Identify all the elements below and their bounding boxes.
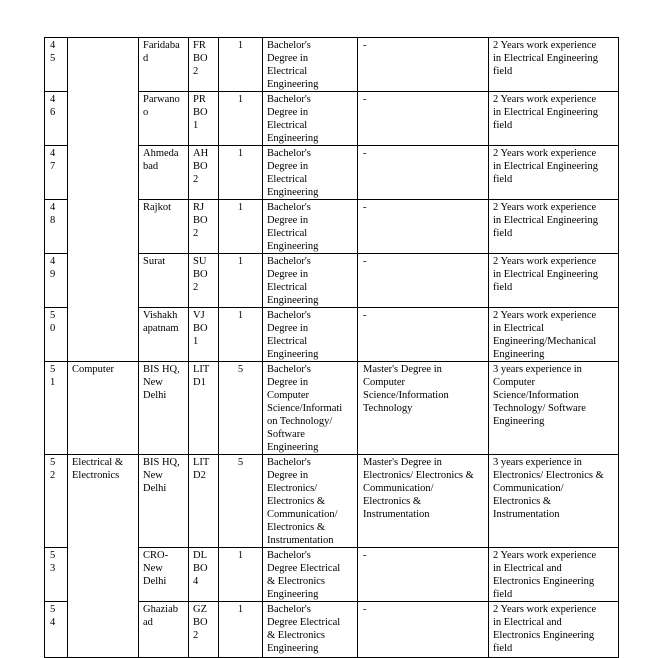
essential-qualification-cell: Bachelor's Degree in Electrical Engineering — [263, 254, 358, 308]
qualification-table — [44, 37, 619, 658]
post-code-cell: RJ BO 2 — [189, 200, 219, 254]
experience-cell: 2 Years work experience in Electrical Engineering field — [489, 254, 619, 308]
desirable-qualification-cell: Master's Degree in Electronics/ Electronics & Communication/ Electronics & Instrumentation — [358, 455, 489, 548]
table-row — [45, 38, 619, 92]
experience-cell: 2 Years work experience in Electrical Engineering field — [489, 38, 619, 92]
desirable-qualification-cell: - — [358, 254, 489, 308]
serial-number-cell: 5 0 — [45, 308, 68, 362]
number-of-posts-cell: 1 — [219, 308, 263, 362]
number-of-posts-cell: 5 — [219, 362, 263, 455]
discipline-cell: Computer — [68, 362, 139, 455]
serial-number-cell: 5 3 — [45, 548, 68, 602]
number-of-posts-cell: 1 — [219, 602, 263, 658]
location-cell: Parwano o — [139, 92, 189, 146]
location-cell: Ghaziab ad — [139, 602, 189, 658]
desirable-qualification-cell: - — [358, 92, 489, 146]
post-code-cell: LIT D1 — [189, 362, 219, 455]
experience-cell: 3 years experience in Computer Science/Information Technology/ Software Engineering — [489, 362, 619, 455]
post-code-cell: AH BO 2 — [189, 146, 219, 200]
number-of-posts-cell: 5 — [219, 455, 263, 548]
serial-number-cell: 4 6 — [45, 92, 68, 146]
location-cell: Faridaba d — [139, 38, 189, 92]
post-code-cell: SU BO 2 — [189, 254, 219, 308]
desirable-qualification-cell: - — [358, 602, 489, 658]
location-cell: BIS HQ, New Delhi — [139, 455, 189, 548]
location-cell: Vishakh apatnam — [139, 308, 189, 362]
essential-qualification-cell: Bachelor's Degree in Electrical Engineering — [263, 38, 358, 92]
serial-number-cell: 5 2 — [45, 455, 68, 548]
essential-qualification-cell: Bachelor's Degree Electrical & Electronics Engineering — [263, 548, 358, 602]
number-of-posts-cell: 1 — [219, 254, 263, 308]
serial-number-cell: 4 5 — [45, 38, 68, 92]
essential-qualification-cell: Bachelor's Degree in Electronics/ Electronics & Communication/ Electronics & Instrumentation — [263, 455, 358, 548]
location-cell: BIS HQ, New Delhi — [139, 362, 189, 455]
serial-number-cell: 5 4 — [45, 602, 68, 658]
discipline-cell: Electrical & Electronics — [68, 455, 139, 658]
number-of-posts-cell: 1 — [219, 548, 263, 602]
desirable-qualification-cell: - — [358, 38, 489, 92]
table-row — [45, 455, 619, 548]
experience-cell: 2 Years work experience in Electrical Engineering/Mechanical Engineering — [489, 308, 619, 362]
desirable-qualification-cell: Master's Degree in Computer Science/Information Technology — [358, 362, 489, 455]
location-cell: Rajkot — [139, 200, 189, 254]
experience-cell: 2 Years work experience in Electrical Engineering field — [489, 146, 619, 200]
number-of-posts-cell: 1 — [219, 146, 263, 200]
serial-number-cell: 4 7 — [45, 146, 68, 200]
experience-cell: 2 Years work experience in Electrical and Electronics Engineering field — [489, 548, 619, 602]
experience-cell: 2 Years work experience in Electrical and Electronics Engineering field — [489, 602, 619, 658]
post-code-cell: FR BO 2 — [189, 38, 219, 92]
experience-cell: 2 Years work experience in Electrical Engineering field — [489, 200, 619, 254]
experience-cell: 3 years experience in Electronics/ Electronics & Communication/ Electronics & Instrumentation — [489, 455, 619, 548]
number-of-posts-cell: 1 — [219, 200, 263, 254]
essential-qualification-cell: Bachelor's Degree in Electrical Engineering — [263, 200, 358, 254]
post-code-cell: VJ BO 1 — [189, 308, 219, 362]
essential-qualification-cell: Bachelor's Degree in Computer Science/Informati on Technology/ Software Engineering — [263, 362, 358, 455]
desirable-qualification-cell: - — [358, 308, 489, 362]
post-code-cell: GZ BO 2 — [189, 602, 219, 658]
post-code-cell: LIT D2 — [189, 455, 219, 548]
discipline-cell — [68, 38, 139, 362]
essential-qualification-cell: Bachelor's Degree Electrical & Electronics Engineering — [263, 602, 358, 658]
number-of-posts-cell: 1 — [219, 92, 263, 146]
serial-number-cell: 4 8 — [45, 200, 68, 254]
experience-cell: 2 Years work experience in Electrical Engineering field — [489, 92, 619, 146]
table-body — [45, 38, 619, 658]
serial-number-cell: 5 1 — [45, 362, 68, 455]
post-code-cell: DL BO 4 — [189, 548, 219, 602]
location-cell: Ahmeda bad — [139, 146, 189, 200]
desirable-qualification-cell: - — [358, 548, 489, 602]
table-row — [45, 362, 619, 455]
serial-number-cell: 4 9 — [45, 254, 68, 308]
essential-qualification-cell: Bachelor's Degree in Electrical Engineering — [263, 308, 358, 362]
desirable-qualification-cell: - — [358, 200, 489, 254]
number-of-posts-cell: 1 — [219, 38, 263, 92]
essential-qualification-cell: Bachelor's Degree in Electrical Engineering — [263, 146, 358, 200]
essential-qualification-cell: Bachelor's Degree in Electrical Engineering — [263, 92, 358, 146]
post-code-cell: PR BO 1 — [189, 92, 219, 146]
location-cell: CRO- New Delhi — [139, 548, 189, 602]
desirable-qualification-cell: - — [358, 146, 489, 200]
location-cell: Surat — [139, 254, 189, 308]
